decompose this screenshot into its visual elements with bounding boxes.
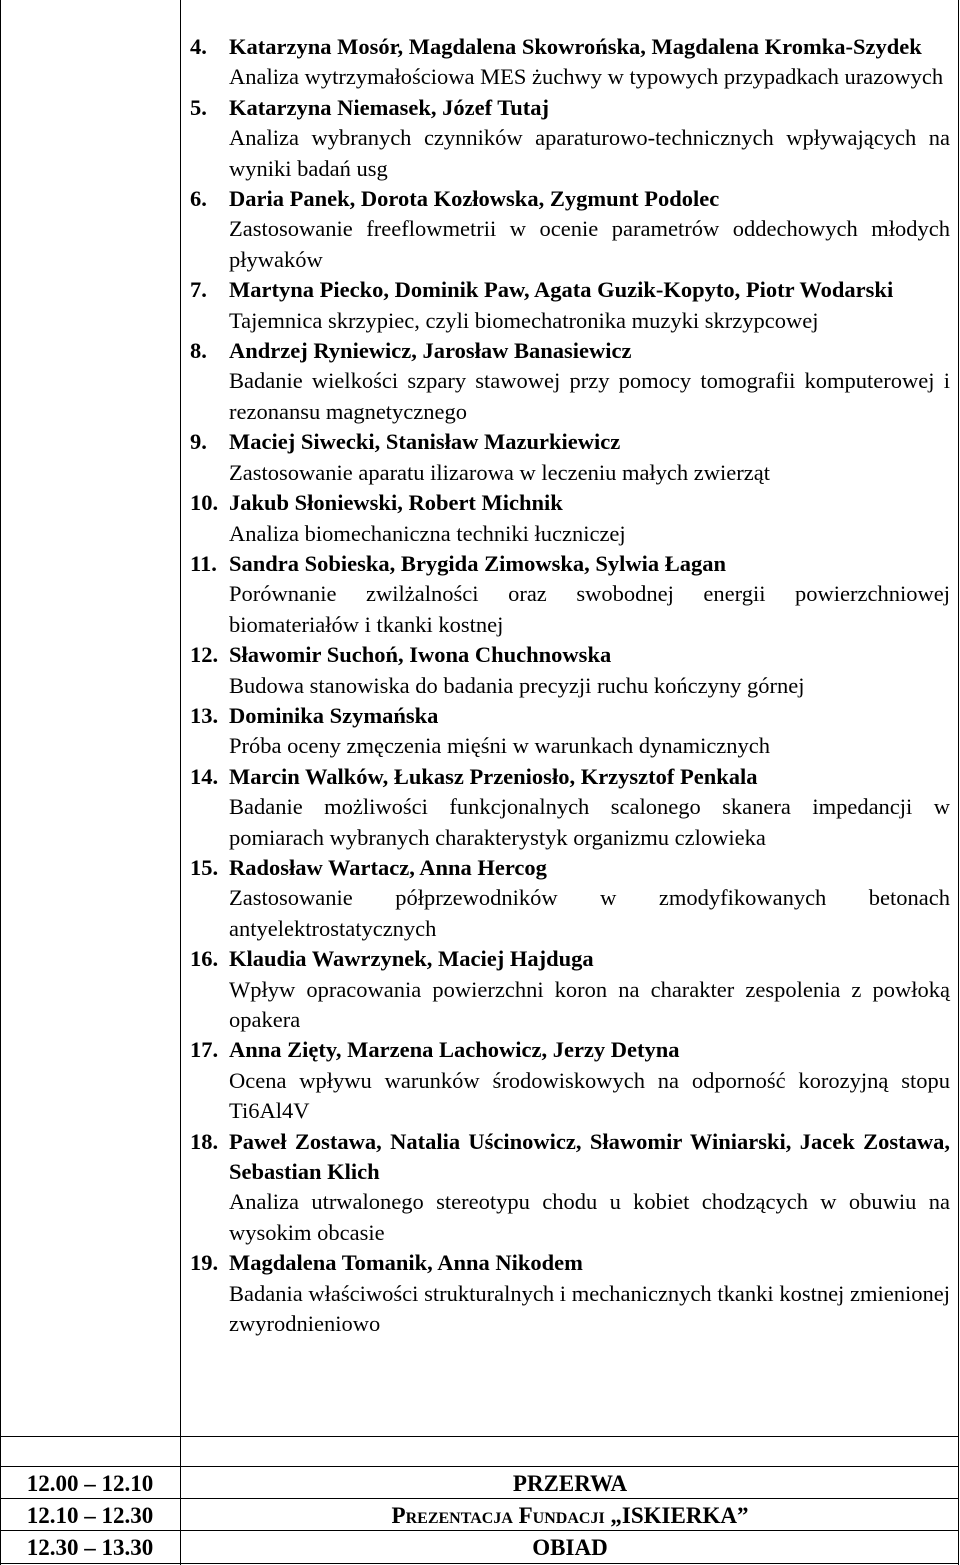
presentation-number: 18. bbox=[190, 1128, 219, 1154]
presentation-title: Analiza wytrzymałościowa MES żuchwy w typowych przypadkach urazowych bbox=[229, 64, 944, 90]
presentation-number: 11. bbox=[190, 550, 217, 576]
presentation-title: Zastosowanie aparatu ilizarowa w leczeniu małych zwierząt bbox=[229, 459, 770, 485]
presentation-number: 4. bbox=[190, 34, 207, 59]
presentation-item bbox=[186, 275, 950, 336]
presentation-authors: Katarzyna Mosór, Magdalena Skowrońska, Magdalena Kromka-Szydek bbox=[229, 34, 922, 59]
presentation-item bbox=[186, 32, 950, 93]
presentation-item bbox=[186, 1127, 950, 1249]
presentation-title: Analiza wybranych czynników aparaturowo-technicznych wpływających na wyniki badań usg bbox=[229, 125, 950, 181]
presentation-item bbox=[186, 762, 950, 853]
presentation-authors: Radosław Wartacz, Anna Hercog bbox=[229, 854, 547, 880]
table-row-divider bbox=[0, 1466, 959, 1467]
presentation-item bbox=[186, 853, 950, 944]
presentation-title: Analiza biomechaniczna techniki łuczniczej bbox=[229, 520, 626, 546]
presentation-number: 15. bbox=[190, 854, 219, 880]
presentation-number: 8. bbox=[190, 338, 207, 364]
presentation-title: Badanie możliwości funkcjonalnych scalonego skanera impedancji w pomiarach wybranych charakterystyk organizmu czlowieka bbox=[229, 794, 950, 850]
schedule-time: 12.00 – 12.10 bbox=[26, 1471, 154, 1496]
presentation-title: Badanie wielkości szpary stawowej przy pomocy tomografii komputerowej i rezonansu magnetycznego bbox=[229, 368, 950, 424]
presentation-title: Ocena wpływu warunków środowiskowych na odporność korozyjną stopu Ti6Al4V bbox=[229, 1067, 950, 1124]
presentation-list bbox=[186, 32, 950, 1339]
presentation-title: Analiza utrwalonego stereotypu chodu u kobiet chodzących w obuwiu na wysokim obcasie bbox=[229, 1189, 950, 1245]
presentation-authors: Maciej Siwecki, Stanisław Mazurkiewicz bbox=[229, 429, 621, 455]
table-border-right bbox=[958, 0, 959, 1565]
table-row-divider bbox=[0, 1436, 959, 1437]
presentation-number: 19. bbox=[190, 1250, 219, 1276]
presentation-item bbox=[186, 701, 950, 762]
table-border-bottom bbox=[0, 1563, 959, 1564]
presentation-item bbox=[186, 488, 950, 549]
presentation-title: Zastosowanie półprzewodników w zmodyfikowanych betonach antyelektrostatycznych bbox=[229, 885, 950, 941]
presentation-number: 17. bbox=[190, 1037, 219, 1063]
presentation-item bbox=[186, 640, 950, 701]
presentation-item bbox=[186, 336, 950, 427]
presentation-authors: Marcin Walków, Łukasz Przeniosło, Krzysztof Penkala bbox=[229, 763, 758, 789]
presentation-authors: Andrzej Ryniewicz, Jarosław Banasiewicz bbox=[229, 338, 632, 364]
presentation-authors: Klaudia Wawrzynek, Maciej Hajduga bbox=[229, 946, 594, 972]
table-border-left bbox=[0, 0, 1, 1565]
presentation-authors: Sandra Sobieska, Brygida Zimowska, Sylwia Łagan bbox=[229, 550, 726, 576]
presentation-item bbox=[186, 944, 950, 1035]
presentation-number: 16. bbox=[190, 946, 219, 972]
presentation-title: Zastosowanie freeflowmetrii w ocenie parametrów oddechowych młodych pływaków bbox=[229, 216, 950, 272]
presentation-authors: Martyna Piecko, Dominik Paw, Agata Guzik-Kopyto, Piotr Wodarski bbox=[229, 277, 894, 303]
presentation-authors: Jakub Słoniewski, Robert Michnik bbox=[229, 490, 563, 516]
presentation-number: 7. bbox=[190, 277, 207, 303]
presentation-authors: Anna Zięty, Marzena Lachowicz, Jerzy Detyna bbox=[229, 1037, 680, 1063]
presentation-title: Tajemnica skrzypiec, czyli biomechatronika muzyki skrzypcowej bbox=[229, 307, 819, 333]
presentation-number: 12. bbox=[190, 642, 219, 668]
presentation-number: 6. bbox=[190, 186, 207, 212]
schedule-time: 12.30 – 13.30 bbox=[26, 1535, 154, 1560]
schedule-activity: Prezentacja Fundacji „ISKIERKA” bbox=[391, 1503, 749, 1528]
presentation-item bbox=[186, 93, 950, 184]
presentation-authors: Daria Panek, Dorota Kozłowska, Zygmunt Podolec bbox=[229, 186, 720, 212]
presentation-item bbox=[186, 427, 950, 488]
presentation-title: Porównanie zwilżalności oraz swobodnej energii powierzchniowej biomateriałów i tkanki kostnej bbox=[229, 581, 950, 637]
presentation-title: Badania właściwości strukturalnych i mechanicznych tkanki kostnej zmienionej zwyrodnieniowo bbox=[229, 1280, 950, 1337]
presentation-number: 14. bbox=[190, 763, 219, 789]
presentation-number: 9. bbox=[190, 429, 207, 455]
presentation-title: Wpływ opracowania powierzchni koron na charakter zespolenia z powłoką opakera bbox=[229, 976, 950, 1032]
presentation-item bbox=[186, 549, 950, 640]
presentation-authors: Magdalena Tomanik, Anna Nikodem bbox=[229, 1250, 583, 1276]
presentation-item bbox=[186, 1035, 950, 1126]
presentation-item bbox=[186, 1248, 950, 1339]
presentation-number: 13. bbox=[190, 702, 219, 728]
schedule-activity: OBIAD bbox=[532, 1535, 608, 1560]
table-column-divider bbox=[180, 0, 181, 1565]
presentation-number: 5. bbox=[190, 94, 207, 120]
presentation-authors: Dominika Szymańska bbox=[229, 702, 439, 728]
presentation-number: 10. bbox=[190, 490, 219, 516]
presentation-authors: Katarzyna Niemasek, Józef Tutaj bbox=[229, 94, 549, 120]
presentation-title: Budowa stanowiska do badania precyzji ruchu kończyny górnej bbox=[229, 672, 805, 698]
schedule-activity: PRZERWA bbox=[512, 1471, 628, 1496]
presentation-authors: Paweł Zostawa, Natalia Uścinowicz, Sławomir Winiarski, Jacek Zostawa, Sebastian Klich bbox=[229, 1128, 950, 1185]
schedule-time: 12.10 – 12.30 bbox=[26, 1503, 154, 1528]
presentation-title: Próba oceny zmęczenia mięśni w warunkach dynamicznych bbox=[229, 733, 771, 759]
presentation-item bbox=[186, 184, 950, 275]
presentation-authors: Sławomir Suchoń, Iwona Chuchnowska bbox=[229, 642, 612, 668]
